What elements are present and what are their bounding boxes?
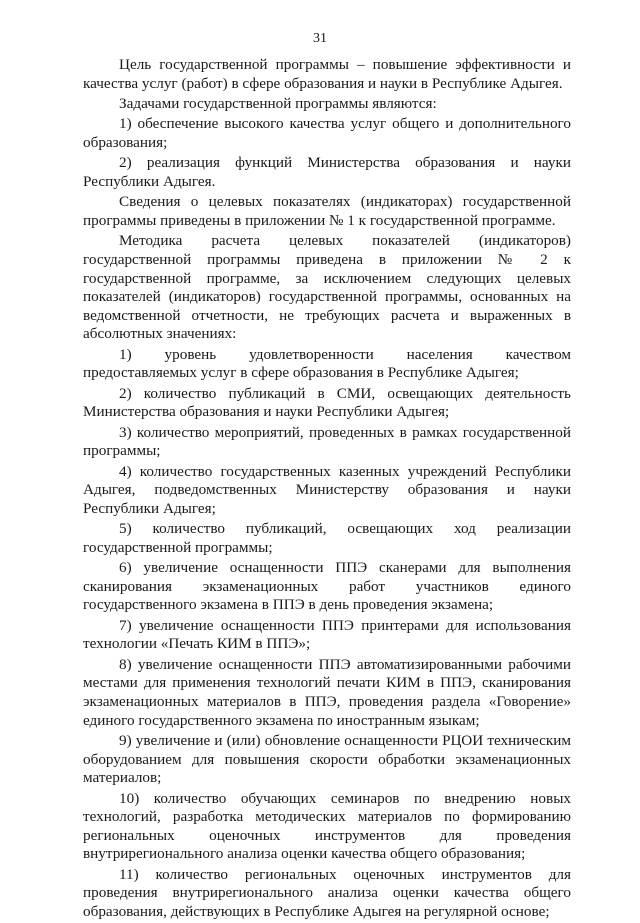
methodology-paragraph: Методика расчета целевых показателей (индикаторов) государственной программы приведена в приложении № 2 к государственной программе, за исключением следующих целевых показателей (индикаторов) государственной программы, основанных на ведомственной отчетности, не требующих расчета и выраженных в абсолютных значениях:	[83, 232, 571, 343]
program-goal-paragraph: Цель государственной программы – повышение эффективности и качества услуг (работ) в сфере образования и науки в Республике Адыгея.	[83, 56, 571, 92]
indicator-item-6: 6) увеличение оснащенности ППЭ сканерами для выполнения сканирования экзаменационных работ участников единого государственного экзамена в ППЭ в день проведения экзамена;	[83, 559, 571, 614]
indicator-item-10: 10) количество обучающих семинаров по внедрению новых технологий, разработка методических материалов по формированию региональных оценочных инструментов для проведения внутрирегионального анализа оценки качества общего образования;	[83, 789, 571, 863]
program-tasks-intro: Задачами государственной программы являются:	[119, 94, 437, 112]
indicator-item-4: 4) количество государственных казенных учреждений Республики Адыгея, подведомственных Министерству образования и науки Республики Адыгея;	[83, 462, 571, 517]
task-item-2: 2) реализация функций Министерства образования и науки Республики Адыгея.	[83, 154, 571, 190]
indicator-item-8: 8) увеличение оснащенности ППЭ автоматизированными рабочими местами для применения технологий печати КИМ в ППЭ, сканирования экзаменационных материалов в ППЭ, проведения раздела «Говорение» единого государственного экзамена по иностранным языкам;	[83, 655, 571, 729]
task-item-1: 1) обеспечение высокого качества услуг общего и дополнительного образования;	[83, 115, 571, 151]
indicators-info-paragraph: Сведения о целевых показателях (индикаторах) государственной программы приведены в приложении № 1 к государственной программе.	[83, 193, 571, 229]
indicator-item-1: 1) уровень удовлетворенности населения качеством предоставляемых услуг в сфере образования в Республике Адыгея;	[83, 345, 571, 382]
indicator-item-3: 3) количество мероприятий, проведенных в рамках государственной программы;	[83, 423, 571, 460]
document-body	[83, 56, 571, 923]
indicator-item-7: 7) увеличение оснащенности ППЭ принтерами для использования технологии «Печать КИМ в ППЭ»;	[83, 616, 571, 653]
page-number: 31	[313, 31, 327, 46]
indicator-item-11: 11) количество региональных оценочных инструментов для проведения внутрирегионального анализа оценки качества общего образования, действующих в Республике Адыгея на регулярной основе;	[83, 865, 571, 920]
indicator-item-9: 9) увеличение и (или) обновление оснащенности РЦОИ техническим оборудованием для повышения скорости обработки экзаменационных материалов;	[83, 731, 571, 787]
indicator-item-2: 2) количество публикаций в СМИ, освещающих деятельность Министерства образования и науки Республики Адыгея;	[83, 384, 571, 421]
indicator-item-5: 5) количество публикаций, освещающих ход реализации государственной программы;	[83, 520, 571, 556]
